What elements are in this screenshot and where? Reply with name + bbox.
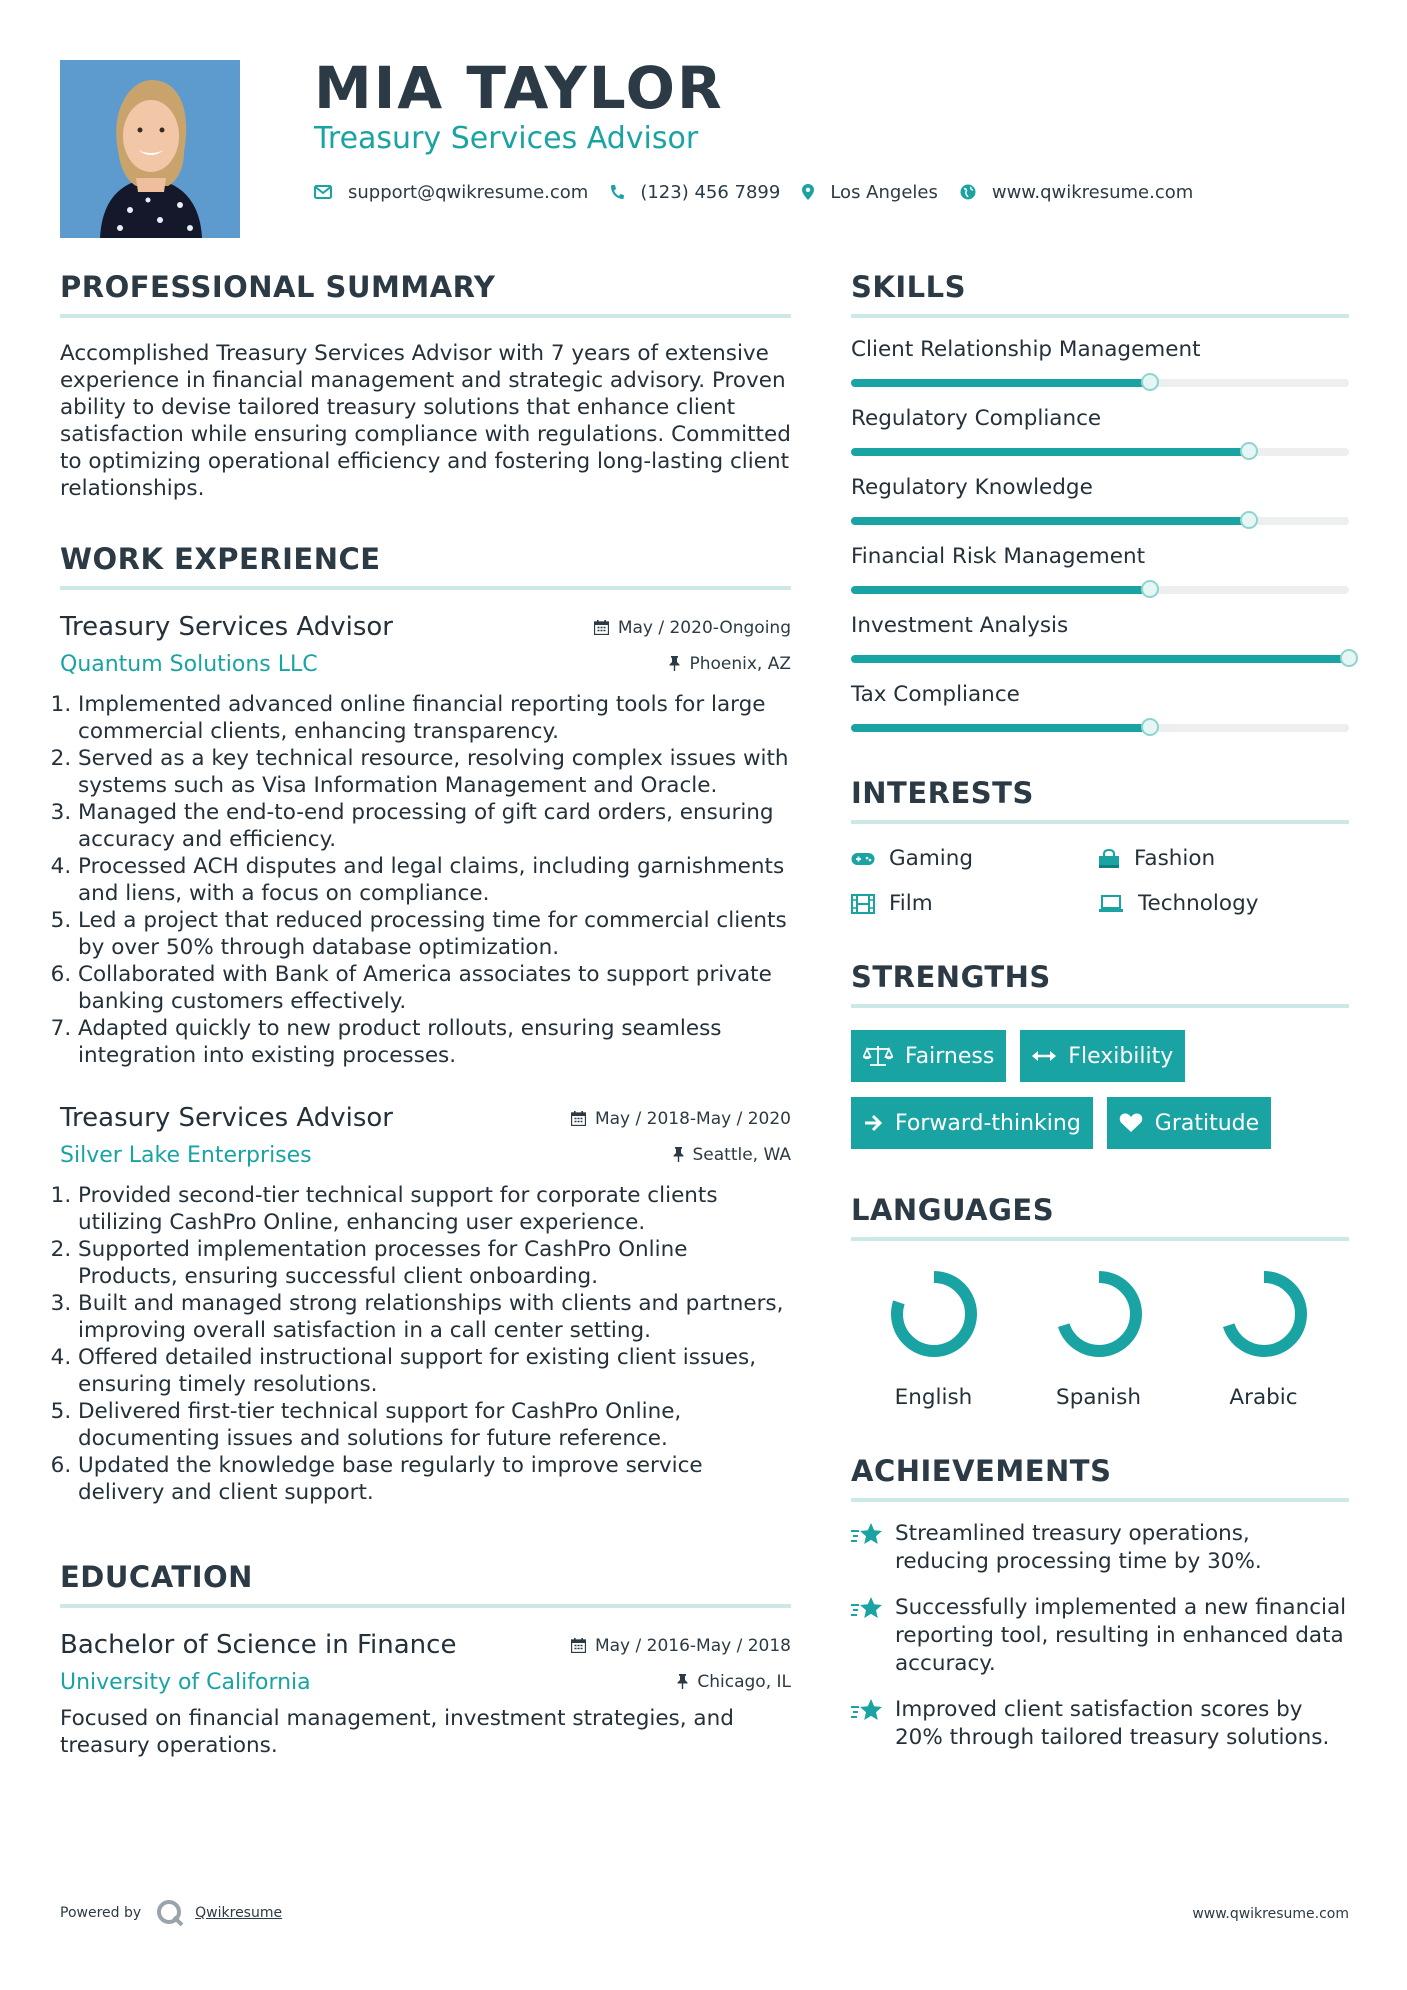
education-location-text: Chicago, IL xyxy=(697,1671,791,1692)
achievement-item xyxy=(851,1696,1349,1752)
experience-section xyxy=(60,542,791,1506)
footer-powered-by xyxy=(60,1898,282,1928)
skill-bar-knob xyxy=(1141,373,1159,391)
job-location-text: Phoenix, AZ xyxy=(689,653,791,674)
job-company: Quantum Solutions LLC xyxy=(60,652,318,677)
contact-phone-text: (123) 456 7899 xyxy=(640,181,781,203)
interest-item xyxy=(851,891,1098,916)
qwikresume-logo-icon xyxy=(155,1898,185,1928)
interest-label: Gaming xyxy=(889,846,974,871)
interest-item xyxy=(851,846,1098,871)
skill-item xyxy=(851,613,1349,663)
skill-item xyxy=(851,337,1349,387)
skill-name: Regulatory Knowledge xyxy=(851,475,1093,500)
left-column xyxy=(60,270,791,1759)
gamepad-icon xyxy=(851,851,875,867)
laptop-icon xyxy=(1098,895,1124,913)
globe-icon xyxy=(960,184,976,200)
pushpin-icon xyxy=(669,656,680,671)
interest-item xyxy=(1098,891,1345,916)
skill-name: Client Relationship Management xyxy=(851,337,1201,362)
interests-list xyxy=(851,846,1349,916)
skills-heading: SKILLS xyxy=(851,270,1349,318)
arrow-right-icon xyxy=(863,1114,883,1132)
job-location xyxy=(669,654,791,674)
strength-tag xyxy=(851,1030,1006,1082)
skill-bar xyxy=(851,724,1349,732)
language-item xyxy=(1016,1269,1181,1410)
job-date-text: May / 2018-May / 2020 xyxy=(594,1108,791,1129)
summary-text: Accomplished Treasury Services Advisor with 7 years of extensive experience in financial management and strategic advisory. Proven ability to devise tailored treasury solutions that enhance client satisfaction while ensuring compliance with regulations. Committed to optimizing operational efficiency and fostering long-lasting client relationships. xyxy=(60,341,791,501)
skill-bar-knob xyxy=(1141,718,1159,736)
achievements-section xyxy=(851,1454,1349,1752)
list-item: 5. Delivered first-tier technical support for CashPro Online, documenting issues and solutions for future reference. xyxy=(78,1398,791,1452)
skills-section xyxy=(851,270,1349,732)
pushpin-icon xyxy=(677,1674,688,1689)
job-bullets xyxy=(60,1182,791,1506)
interests-section xyxy=(851,776,1349,916)
star-award-icon xyxy=(851,1596,883,1622)
interests-heading: INTERESTS xyxy=(851,776,1349,824)
list-item: 4. Offered detailed instructional support for existing client issues, ensuring timely resolutions. xyxy=(78,1344,791,1398)
job-date xyxy=(571,1109,791,1129)
education-section xyxy=(60,1560,791,1759)
skill-name: Regulatory Compliance xyxy=(851,406,1102,431)
education-location xyxy=(677,1672,791,1692)
skill-item xyxy=(851,475,1349,525)
education-heading: EDUCATION xyxy=(60,1560,791,1608)
job-title: Treasury Services Advisor xyxy=(60,612,393,642)
skill-bar-knob xyxy=(1141,580,1159,598)
skill-bar xyxy=(851,448,1349,456)
list-item: 6. Updated the knowledge base regularly to improve service delivery and client support. xyxy=(78,1452,791,1506)
job-entry xyxy=(60,612,791,1069)
skill-bar-fill xyxy=(851,655,1349,663)
list-item: 3. Managed the end-to-end processing of gift card orders, ensuring accuracy and efficiency. xyxy=(78,799,791,853)
skill-name: Tax Compliance xyxy=(851,682,1020,707)
contact-location-text: Los Angeles xyxy=(830,181,938,203)
skill-bar xyxy=(851,517,1349,525)
strengths-section xyxy=(851,960,1349,1149)
summary-section xyxy=(60,270,791,502)
list-item: 2. Supported implementation processes for CashPro Online Products, ensuring successful client onboarding. xyxy=(78,1236,791,1290)
film-icon xyxy=(851,894,875,914)
summary-heading: PROFESSIONAL SUMMARY xyxy=(60,270,791,318)
list-item: 5. Led a project that reduced processing time for commercial clients by over 50% through database optimization. xyxy=(78,907,791,961)
balance-scale-icon xyxy=(863,1045,893,1067)
language-level-ring xyxy=(1219,1269,1309,1359)
strength-label: Gratitude xyxy=(1154,1110,1260,1136)
powered-by-label: Powered by xyxy=(60,1905,142,1921)
qwikresume-link[interactable]: Qwikresume xyxy=(195,1905,283,1921)
skill-bar xyxy=(851,379,1349,387)
interest-label: Technology xyxy=(1138,891,1259,916)
skill-bar-fill xyxy=(851,586,1150,594)
language-name: Arabic xyxy=(1229,1385,1298,1410)
skill-bar xyxy=(851,586,1349,594)
skill-item xyxy=(851,682,1349,732)
job-location xyxy=(673,1145,792,1165)
arrows-horizontal-icon xyxy=(1032,1049,1056,1063)
strength-label: Forward-thinking xyxy=(895,1110,1081,1136)
interest-label: Film xyxy=(889,891,933,916)
list-item: 7. Adapted quickly to new product rollouts, ensuring seamless integration into existing processes. xyxy=(78,1015,791,1069)
star-award-icon xyxy=(851,1522,883,1548)
skill-bar-fill xyxy=(851,724,1150,732)
job-bullets xyxy=(60,691,791,1069)
list-item: 6. Collaborated with Bank of America associates to support private banking customers effectively. xyxy=(78,961,791,1015)
strength-tag xyxy=(1107,1097,1271,1149)
list-item: 3. Built and managed strong relationships with clients and partners, improving overall satisfaction in a call center setting. xyxy=(78,1290,791,1344)
job-location-text: Seattle, WA xyxy=(692,1144,791,1165)
achievement-text: Successfully implemented a new financial reporting tool, resulting in enhanced data accuracy. xyxy=(895,1595,1347,1676)
calendar-icon xyxy=(571,1111,586,1126)
achievement-item xyxy=(851,1520,1349,1576)
list-item: 4. Processed ACH disputes and legal claims, including garnishments and liens, with a focus on compliance. xyxy=(78,853,791,907)
contact-website[interactable] xyxy=(960,182,1193,203)
language-level-ring xyxy=(1054,1269,1144,1359)
star-award-icon xyxy=(851,1698,883,1724)
language-name: English xyxy=(894,1385,973,1410)
footer-website[interactable]: www.qwikresume.com xyxy=(1192,1906,1349,1922)
skill-bar-fill xyxy=(851,517,1249,525)
achievements-heading: ACHIEVEMENTS xyxy=(851,1454,1349,1502)
skill-name: Investment Analysis xyxy=(851,613,1069,638)
languages-heading: LANGUAGES xyxy=(851,1193,1349,1241)
language-item xyxy=(851,1269,1016,1410)
interest-item xyxy=(1098,846,1345,871)
job-date xyxy=(594,618,791,638)
calendar-icon xyxy=(594,620,609,635)
list-item: 1. Implemented advanced online financial reporting tools for large commercial clients, enhancing transparency. xyxy=(78,691,791,745)
phone-icon xyxy=(610,184,624,200)
skill-bar-knob xyxy=(1340,649,1358,667)
skill-name: Financial Risk Management xyxy=(851,544,1146,569)
degree-title: Bachelor of Science in Finance xyxy=(60,1630,457,1660)
job-date-text: May / 2020-Ongoing xyxy=(617,617,791,638)
strengths-list xyxy=(851,1030,1321,1149)
interest-label: Fashion xyxy=(1134,846,1216,871)
strength-tag xyxy=(1020,1030,1185,1082)
education-entry xyxy=(60,1630,791,1759)
job-entry xyxy=(60,1103,791,1506)
strength-tag xyxy=(851,1097,1093,1149)
school-name: University of California xyxy=(60,1670,311,1695)
candidate-name: MIA TAYLOR xyxy=(314,54,724,122)
language-level-ring xyxy=(889,1269,979,1359)
calendar-icon xyxy=(571,1638,586,1653)
envelope-icon xyxy=(314,185,332,199)
achievement-text: Improved client satisfaction scores by 20% through tailored treasury solutions. xyxy=(895,1697,1330,1750)
strengths-heading: STRENGTHS xyxy=(851,960,1349,1008)
skill-item xyxy=(851,544,1349,594)
strength-label: Flexibility xyxy=(1068,1043,1174,1069)
heart-icon xyxy=(1119,1113,1143,1133)
right-column xyxy=(851,270,1349,1752)
contact-location xyxy=(802,182,938,203)
education-date-text: May / 2016-May / 2018 xyxy=(594,1635,791,1656)
contact-website-text: www.qwikresume.com xyxy=(991,181,1194,203)
achievement-text: Streamlined treasury operations, reducing processing time by 30%. xyxy=(895,1521,1262,1574)
profile-photo xyxy=(60,60,240,238)
shopping-bag-icon xyxy=(1098,849,1120,869)
contact-email-text: support@qwikresume.com xyxy=(348,181,589,203)
skill-bar-knob xyxy=(1240,511,1258,529)
strength-label: Fairness xyxy=(905,1043,995,1069)
skill-bar xyxy=(851,655,1349,663)
achievement-item xyxy=(851,1594,1349,1678)
map-marker-icon xyxy=(802,184,814,200)
languages-section xyxy=(851,1193,1349,1410)
contact-phone[interactable] xyxy=(610,182,780,203)
skill-bar-knob xyxy=(1240,442,1258,460)
education-description: Focused on financial management, investment strategies, and treasury operations. xyxy=(60,1706,734,1758)
skill-bar-fill xyxy=(851,379,1150,387)
skill-item xyxy=(851,406,1349,456)
language-item xyxy=(1181,1269,1346,1410)
job-company: Silver Lake Enterprises xyxy=(60,1143,312,1168)
languages-list xyxy=(851,1269,1349,1410)
contact-bar xyxy=(314,178,1215,206)
education-date xyxy=(571,1636,791,1656)
job-title: Treasury Services Advisor xyxy=(60,1103,393,1133)
skill-bar-fill xyxy=(851,448,1249,456)
experience-heading: WORK EXPERIENCE xyxy=(60,542,791,590)
skills-list xyxy=(851,337,1349,732)
candidate-role: Treasury Services Advisor xyxy=(314,121,699,156)
contact-email[interactable] xyxy=(314,182,588,203)
language-name: Spanish xyxy=(1056,1385,1141,1410)
list-item: 2. Served as a key technical resource, resolving complex issues with systems such as Visa Information Management and Oracle. xyxy=(78,745,791,799)
pushpin-icon xyxy=(673,1147,684,1162)
list-item: 1. Provided second-tier technical support for corporate clients utilizing CashPro Online, enhancing user experience. xyxy=(78,1182,791,1236)
